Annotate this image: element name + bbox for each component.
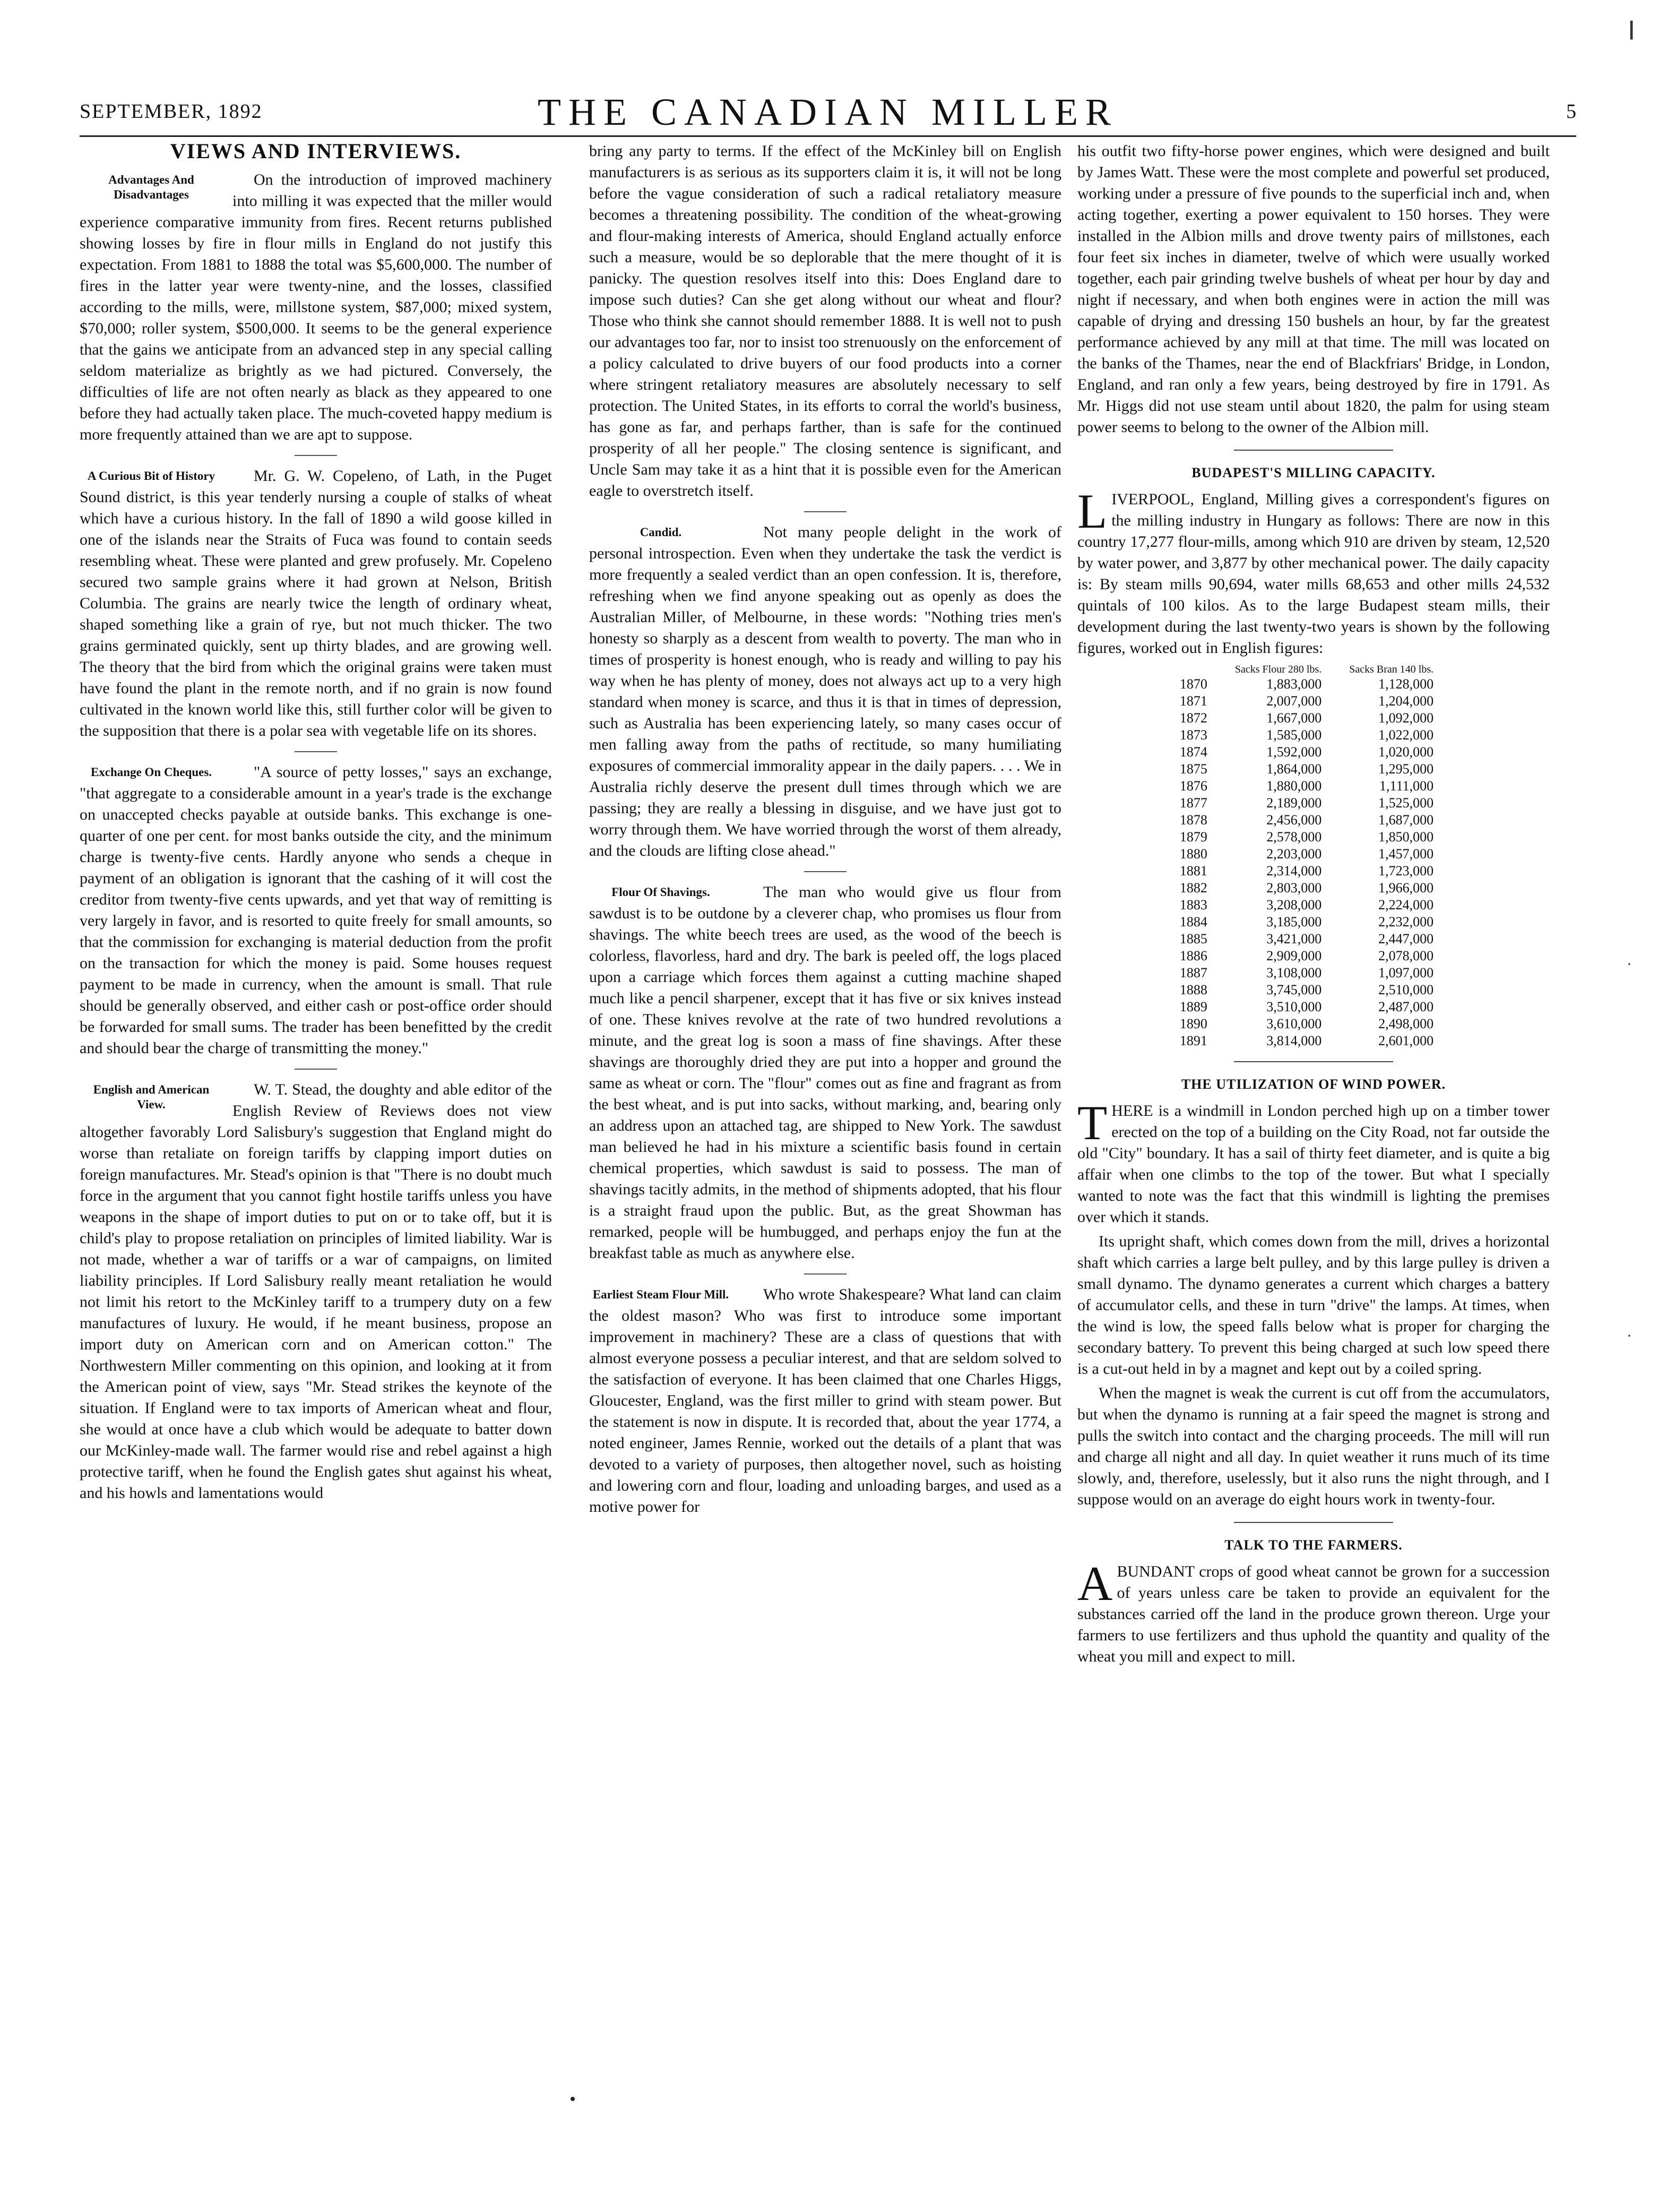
page-number: 5: [1566, 100, 1576, 123]
table-cell-flour: 3,510,000: [1266, 999, 1322, 1014]
scan-edge-mark: ┃: [1627, 22, 1637, 39]
column-1: [80, 141, 552, 1507]
side-label-english-american: English and American View.: [93, 1083, 210, 1111]
side-label-candid: Candid.: [640, 526, 682, 539]
scan-edge-mark: ·: [1627, 956, 1632, 973]
table-cell-year: 1874: [1179, 744, 1207, 760]
table-cell-year: 1889: [1179, 999, 1207, 1014]
table-cell-year: 1872: [1179, 710, 1207, 726]
column-2: [589, 141, 1061, 1521]
table-row: [1180, 812, 1447, 829]
table-cell-bran: 2,224,000: [1378, 897, 1434, 913]
table-row: [1180, 1015, 1447, 1032]
drop-cap: T: [1077, 1096, 1108, 1150]
milling-table: [1180, 663, 1447, 1049]
publication-title: THE CANADIAN MILLER: [538, 91, 1118, 133]
table-cell-bran: 1,850,000: [1378, 829, 1434, 845]
table-cell-year: 1887: [1179, 965, 1207, 980]
table-cell-bran: 1,128,000: [1378, 676, 1434, 692]
table-cell-flour: 3,108,000: [1266, 965, 1322, 980]
table-row: [1180, 897, 1447, 914]
table-cell-year: 1879: [1179, 829, 1207, 845]
table-cell-flour: 3,610,000: [1266, 1016, 1322, 1031]
table-cell-year: 1882: [1179, 880, 1207, 896]
masthead-rule: [80, 135, 1576, 137]
table-cell-flour: 3,421,000: [1266, 931, 1322, 946]
table-row: [1180, 778, 1447, 795]
table-cell-bran: 2,601,000: [1378, 1033, 1434, 1048]
divider: [1234, 1061, 1393, 1062]
table-cell-year: 1875: [1179, 761, 1207, 777]
article-candid: Not many people delight in the work of personal introspection. Even when they undertake the task the verdict is more frequently a sealed verdict than an open confession. It is, therefore, refreshing when we find anyone speaking out as openly as does the Australian Miller, of Melbourne, in these words: "Nothing tries men's honesty so sharply as a descent from wealth to poverty. The man who in times of prosperity is honest enough, who is ready and willing to pay his way when he has plenty of money, does not always act up to a very high standard when money is scarce, and thus it is that in times of depression, such as Australia has been experiencing lately, so many cases occur of men falling away from the paths of rectitude, so many humiliating exposures of commercial immorality appear in the daily papers. . . . We in Australia richly deserve the present dull times through which we are passing; they are really a blessing in disguise, and we have just got to worry through them. We have worried through the worst of them already, and the clouds are lifting close ahead.": [589, 523, 1061, 859]
table-row: [1180, 727, 1447, 744]
table-cell-year: 1878: [1179, 812, 1207, 828]
table-cell-year: 1884: [1179, 914, 1207, 929]
table-row: [1180, 982, 1447, 999]
table-cell-bran: 1,204,000: [1378, 693, 1434, 709]
table-cell-bran: 1,022,000: [1378, 727, 1434, 743]
drop-cap: A: [1077, 1556, 1113, 1611]
table-cell-year: 1891: [1179, 1033, 1207, 1048]
article-steam-mill: Who wrote Shakespeare? What land can claim the oldest mason? Who was first to introduce some important improvement in machinery? These are a class of questions that with almost everyone possess a peculiar interest, and that are seldom solved to the satisfaction of everyone. It has been claimed that one Charles Higgs, Gloucester, England, was the first miller to grind with steam power. But the statement is now in dispute. It is recorded that, about the year 1774, a noted engineer, James Rennie, worked out the details of a plant that was devoted to a variety of purposes, then altogether novel, such as hoisting and lowering corn and flour, loading and unloading barges, and used as a motive power for: [589, 1286, 1061, 1516]
table-row: [1180, 863, 1447, 880]
article-wind-power: THERE is a windmill in London perched high up on a timber tower erected on the top of a building on the City Road, not far outside the old "City" boundary. It has a sail of thirty feet diameter, and is quite a big affair when one climbs to the top of the tower. But what I specially wanted to note was the fact that this windmill is lighting the premises over which it stands.: [1077, 1096, 1550, 1226]
table-row: [1180, 710, 1447, 727]
table-cell-bran: 2,232,000: [1378, 914, 1434, 929]
side-label-advantages: Advantages And Disadvantages: [108, 173, 194, 201]
article-budapest: LIVERPOOL, England, Milling gives a correspondent's figures on the milling industry in Hungary as follows: There are now in this country 17,277 flour-mills, among which 910 are driven by steam, 12,520 by water power, and 3,877 by other mechanical power. The daily capacity is: By steam mills 90,694, water mills 68,653 and other mills 24,532 quintals of 100 kilos. As to the large Budapest steam mills, their development during the last twenty-two years is shown by the following figures, worked out in English figures:: [1077, 484, 1550, 657]
article-flour-shavings: The man who would give us flour from sawdust is to be outdone by a cleverer chap, who promises us flour from shavings. The white beech trees are used, as the wood of the beech is colorless, flavorless, hard and dry. The bark is peeled off, the logs placed upon a carriage which forces them against a cutting machine shaped much like a pencil sharpener, except that it has five or six knives instead of one. These knives revolve at the rate of two hundred revolutions a minute, and the great log is soon a mass of fine shavings. After these shavings are thoroughly dried they are put into a hopper and ground the same as wheat or corn. The "flour" comes out as fine and fragrant as from the best wheat, and is put into sacks, without marking, and, bearing only an address upon an attached tag, are shipped to New York. The sawdust man believed he had in his mixture a scientific basis found in certain chemical properties, which sawdust is said to possess. The man of shavings tacitly admits, in the method of shipments adopted, that his flour is a straight fraud upon the public. But, as the great Showman has remarked, people will be humbugged, and perhaps enjoy the fun at the breakfast table as much as anywhere else.: [589, 883, 1061, 1262]
section-heading: VIEWS AND INTERVIEWS.: [170, 139, 462, 163]
table-row: [1180, 846, 1447, 863]
table-row: [1180, 829, 1447, 846]
table-cell-bran: 2,078,000: [1378, 948, 1434, 963]
table-cell-year: 1876: [1179, 778, 1207, 794]
table-cell-bran: 1,525,000: [1378, 795, 1434, 811]
article-exchange-cheques: "A source of petty losses," says an exchange, "that aggregate to a considerable amount in a year's trade is the exchange on unaccepted checks payable at outside banks. This exchange is one-quarter of one per cent. for most banks outside the city, and the minimum charge is twenty-five cents. Hardly anyone who sends a cheque in payment of an obligation is ignorant that the cashing of it will cost the creditor from twenty-five cents upwards, and yet that way of remitting is very largely in favor, and is resorted to quite freely for small amounts, so that the commission for exchanging is material deduction from the profit on the transaction for which the money is paid. Some houses request payment to be made in currency, when the amount is small. That rule should be generally observed, and either cash or post-office order should be forwarded for small sums. The trader has been benefitted by the credit and should bear the charge of transmitting the money.": [80, 763, 552, 1057]
divider: [804, 871, 847, 872]
table-cell-year: 1890: [1179, 1016, 1207, 1031]
column-3: [1077, 141, 1550, 1671]
article-farmers: ABUNDANT crops of good wheat cannot be grown for a succession of years unless care be taken to provide an equivalent for the substances carried off the land in the produce grown thereon. Urge your farmers to use fertilizers and thus uphold the quantity and quality of the wheat you mill and expect to mill.: [1077, 1556, 1550, 1665]
article-wind-power-p2: Its upright shaft, which comes down from the mill, drives a horizontal shaft which carries a large belt pulley, and by this large pulley is driven a small dynamo. The dynamo generates a current which charges a battery of accumulator cells, and these in turn "drive" the lamps. At times, when the wind is low, the speed falls below what is proper for charging the secondary battery. To prevent this being charged at such low speed there is a cut-out held in by a magnet and kept out by a coiled spring.: [1077, 1233, 1550, 1378]
table-cell-bran: 1,723,000: [1378, 863, 1434, 879]
article-stead-tariffs: W. T. Stead, the doughty and able editor of the English Review of Reviews does not view altogether favorably Lord Salisbury's suggestion that England might do worse than retaliate on foreign tariffs by clapping import duties on foreign manufactures. Mr. Stead's opinion is that "There is no doubt much force in the argument that you cannot fight hostile tariffs unless you have weapons in the shape of import duties to put on or to take off, but it is child's play to propose retaliation on principles of limited liability. War is not made, whether a war of tariffs or a war of campaigns, on limited liability principles. If Lord Salisbury really meant retaliation he would not limit his retort to the McKinley tariff to a trumpery duty on a few manufactures of luxury. He would, if he meant business, propose an import duty on American corn and on American cotton." The Northwestern Miller commenting on this opinion, and looking at it from the American point of view, says "Mr. Stead strikes the keynote of the situation. If England were to tax imports of American wheat and flour, she would at once have a club which would be adequate to batter down our McKinley-made wall. The farmer would rise and rebel against a high protective tariff, when he found the English gates shut against his wheat, and his howls and lamentations would: [80, 1081, 552, 1502]
table-header: Sacks Bran 140 lbs.: [1349, 664, 1434, 675]
table-cell-year: 1880: [1179, 846, 1207, 862]
table-cell-flour: 3,185,000: [1266, 914, 1322, 929]
table-cell-flour: 2,203,000: [1266, 846, 1322, 862]
table-cell-bran: 2,510,000: [1378, 982, 1434, 997]
table-cell-bran: 1,687,000: [1378, 812, 1434, 828]
table-cell-flour: 2,578,000: [1266, 829, 1322, 845]
table-cell-year: 1873: [1179, 727, 1207, 743]
side-label-steam-mill: Earliest Steam Flour Mill.: [592, 1288, 729, 1301]
masthead: [80, 90, 1576, 133]
drop-cap: L: [1077, 484, 1108, 538]
side-label-exchange: Exchange On Cheques.: [90, 765, 212, 779]
table-cell-year: 1886: [1179, 948, 1207, 963]
divider: [1234, 1522, 1393, 1523]
table-row: [1180, 676, 1447, 693]
article-stead-tariffs-continued: bring any party to terms. If the effect of the McKinley bill on English manufacturers is as serious as its supporters claim it is, it will not be long before the vague consideration of such a radical retaliatory measure becomes a threatening possibility. The condition of the wheat-growing and flour-making interests of America, should England actually enforce such a measure, would be so deplorable that the mere thought of it is panicky. The question resolves itself into this: Does England dare to impose such duties? Can she get along without our wheat and flour? Those who think she cannot should remember 1888. It is well not to push our advantages too far, nor to insist too strenuously on the enforcement of a policy calculated to drive buyers of our food products into a corner where stringent retaliatory measures are absolutely necessary to self protection. The United States, in its efforts to corral the world's business, has gone as far, and perhaps farther, than is safe for the continued prosperity of all her people." The closing sentence is significant, and Uncle Sam may take it as a hint that it is possible even for the American eagle to overstretch itself.: [589, 142, 1061, 500]
table-cell-bran: 1,457,000: [1378, 846, 1434, 862]
table-cell-flour: 2,314,000: [1266, 863, 1322, 879]
table-cell-flour: 1,667,000: [1266, 710, 1322, 726]
table-cell-flour: 3,814,000: [1266, 1033, 1322, 1048]
table-cell-flour: 2,189,000: [1266, 795, 1322, 811]
table-cell-flour: 2,803,000: [1266, 880, 1322, 896]
table-row: [1180, 948, 1447, 965]
table-cell-flour: 1,880,000: [1266, 778, 1322, 794]
table-row: [1180, 931, 1447, 948]
budapest-heading: BUDAPEST'S MILLING CAPACITY.: [1191, 465, 1436, 480]
article-curious-wheat: Mr. G. W. Copeleno, of Lath, in the Puget Sound district, is this year tenderly nursing a couple of stalks of wheat which have a curious history. In the fall of 1890 a wild goose killed in one of the islands near the Straits of Fuca was found to contain seeds resembling wheat. These were planted and grew profusely. Mr. Copeleno secured two sample grains where it had grown at Nelson, British Columbia. The grains are nearly twice the length of ordinary wheat, shaped something like a grain of rye, but not much thicker. The two grains germinated quickly, sent up thirty blades, and are growing well. The theory that the bird from which the original grains were taken must have found the plant in the remote north, and if no grain is now found cultivated in the known world like this, still further color will be given to the supposition that there is a polar sea with vegetable life on its shores.: [80, 467, 552, 739]
divider: [804, 1273, 847, 1275]
table-cell-year: 1877: [1179, 795, 1207, 811]
table-cell-flour: 1,883,000: [1266, 676, 1322, 692]
table-cell-flour: 3,208,000: [1266, 897, 1322, 913]
table-cell-bran: 1,111,000: [1379, 778, 1434, 794]
table-cell-flour: 1,585,000: [1266, 727, 1322, 743]
table-cell-flour: 3,745,000: [1266, 982, 1322, 997]
table-cell-year: 1871: [1179, 693, 1207, 709]
table-cell-year: 1883: [1179, 897, 1207, 913]
table-cell-bran: 1,966,000: [1378, 880, 1434, 896]
table-row: [1180, 744, 1447, 761]
table-row: [1180, 1032, 1447, 1049]
table-cell-bran: 1,020,000: [1378, 744, 1434, 760]
table-row: [1180, 999, 1447, 1015]
table-cell-bran: 1,295,000: [1378, 761, 1434, 777]
side-label-curious-history: A Curious Bit of History: [87, 469, 215, 483]
table-cell-bran: 1,092,000: [1378, 710, 1434, 726]
article-steam-mill-continued: his outfit two fifty-horse power engines, which were designed and built by James Watt. These were the most complete and powerful set produced, working under a pressure of five pounds to the superficial inch and, when acting together, exerting a power equivalent to 150 horses. They were installed in the Albion mills and drove twenty pairs of millstones, each four feet six inches in diameter, twelve of which were usually worked together, each pair grinding twelve bushels of wheat per hour by day and night if necessary, and when both engines were in action the mill was capable of drying and dressing 150 bushels an hour, by far the greatest performance achieved by any mill at that time. The mill was located on the banks of the Thames, near the end of Blackfriars' Bridge, in London, England, and ran only a few years, being destroyed by fire in 1791. As Mr. Higgs did not use steam until about 1820, the palm for using steam power seems to belong to the owner of the Albion mill.: [1077, 142, 1550, 436]
article-wind-power-p3: When the magnet is weak the current is cut off from the accumulators, but when the dynamo is running at a fair speed the magnet is strong and pulls the switch into contact and the charging proceeds. The mill will run and charge all night and all day. In quiet weather it runs much of its time slowly, and, therefore, uselessly, but it also runs the night through, and I suppose would on an average do eight hours work in twenty-four.: [1077, 1384, 1550, 1508]
table-body: [1180, 676, 1447, 1049]
table-cell-flour: 2,909,000: [1266, 948, 1322, 963]
table-row: [1180, 965, 1447, 982]
table-cell-year: 1870: [1179, 676, 1207, 692]
divider: [295, 1069, 337, 1070]
divider: [804, 511, 847, 512]
wind-power-heading: THE UTILIZATION OF WIND POWER.: [1181, 1077, 1446, 1092]
scan-speck: [571, 2097, 575, 2101]
scan-edge-mark: ·: [1627, 1327, 1632, 1345]
divider: [1234, 450, 1393, 451]
side-label-flour-shavings: Flour Of Shavings.: [611, 885, 710, 899]
table-row: [1180, 795, 1447, 812]
table-row: [1180, 693, 1447, 710]
table-cell-bran: 2,447,000: [1378, 931, 1434, 946]
table-cell-flour: 2,007,000: [1266, 693, 1322, 709]
table-cell-flour: 1,864,000: [1266, 761, 1322, 777]
table-header: [1180, 663, 1221, 676]
table-cell-bran: 2,487,000: [1378, 999, 1434, 1014]
article-fires: On the introduction of improved machinery into milling it was expected that the miller would experience comparative immunity from fires. Recent returns published showing losses by fire in flour mills in England do not justify this expectation. From 1881 to 1888 the total was $5,600,000. The number of fires in the latter year were twenty-nine, and the losses, classified according to the mills, were, millstone system, $87,000; mixed system, $70,000; roller system, $500,000. It seems to be the general experience that the gains we anticipate from an advanced step in any special calling seldom materialize as brightly as we had pictured. Conversely, the difficulties of life are not often nearly as black as they appeared to one before they had actually taken place. The much-coveted happy medium is more frequently attained than we are apt to suppose.: [80, 171, 552, 443]
table-cell-year: 1881: [1179, 863, 1207, 879]
table-row: [1180, 914, 1447, 931]
table-cell-flour: 2,456,000: [1266, 812, 1322, 828]
table-cell-year: 1888: [1179, 982, 1207, 997]
issue-date: SEPTEMBER, 1892: [80, 100, 263, 123]
table-row: [1180, 761, 1447, 778]
farmers-heading: TALK TO THE FARMERS.: [1224, 1537, 1403, 1553]
divider: [295, 455, 337, 456]
table-cell-bran: 1,097,000: [1378, 965, 1434, 980]
table-header: Sacks Flour 280 lbs.: [1234, 664, 1322, 675]
table-row: [1180, 880, 1447, 897]
table-cell-year: 1885: [1179, 931, 1207, 946]
table-cell-flour: 1,592,000: [1266, 744, 1322, 760]
divider: [295, 751, 337, 752]
table-cell-bran: 2,498,000: [1378, 1016, 1434, 1031]
